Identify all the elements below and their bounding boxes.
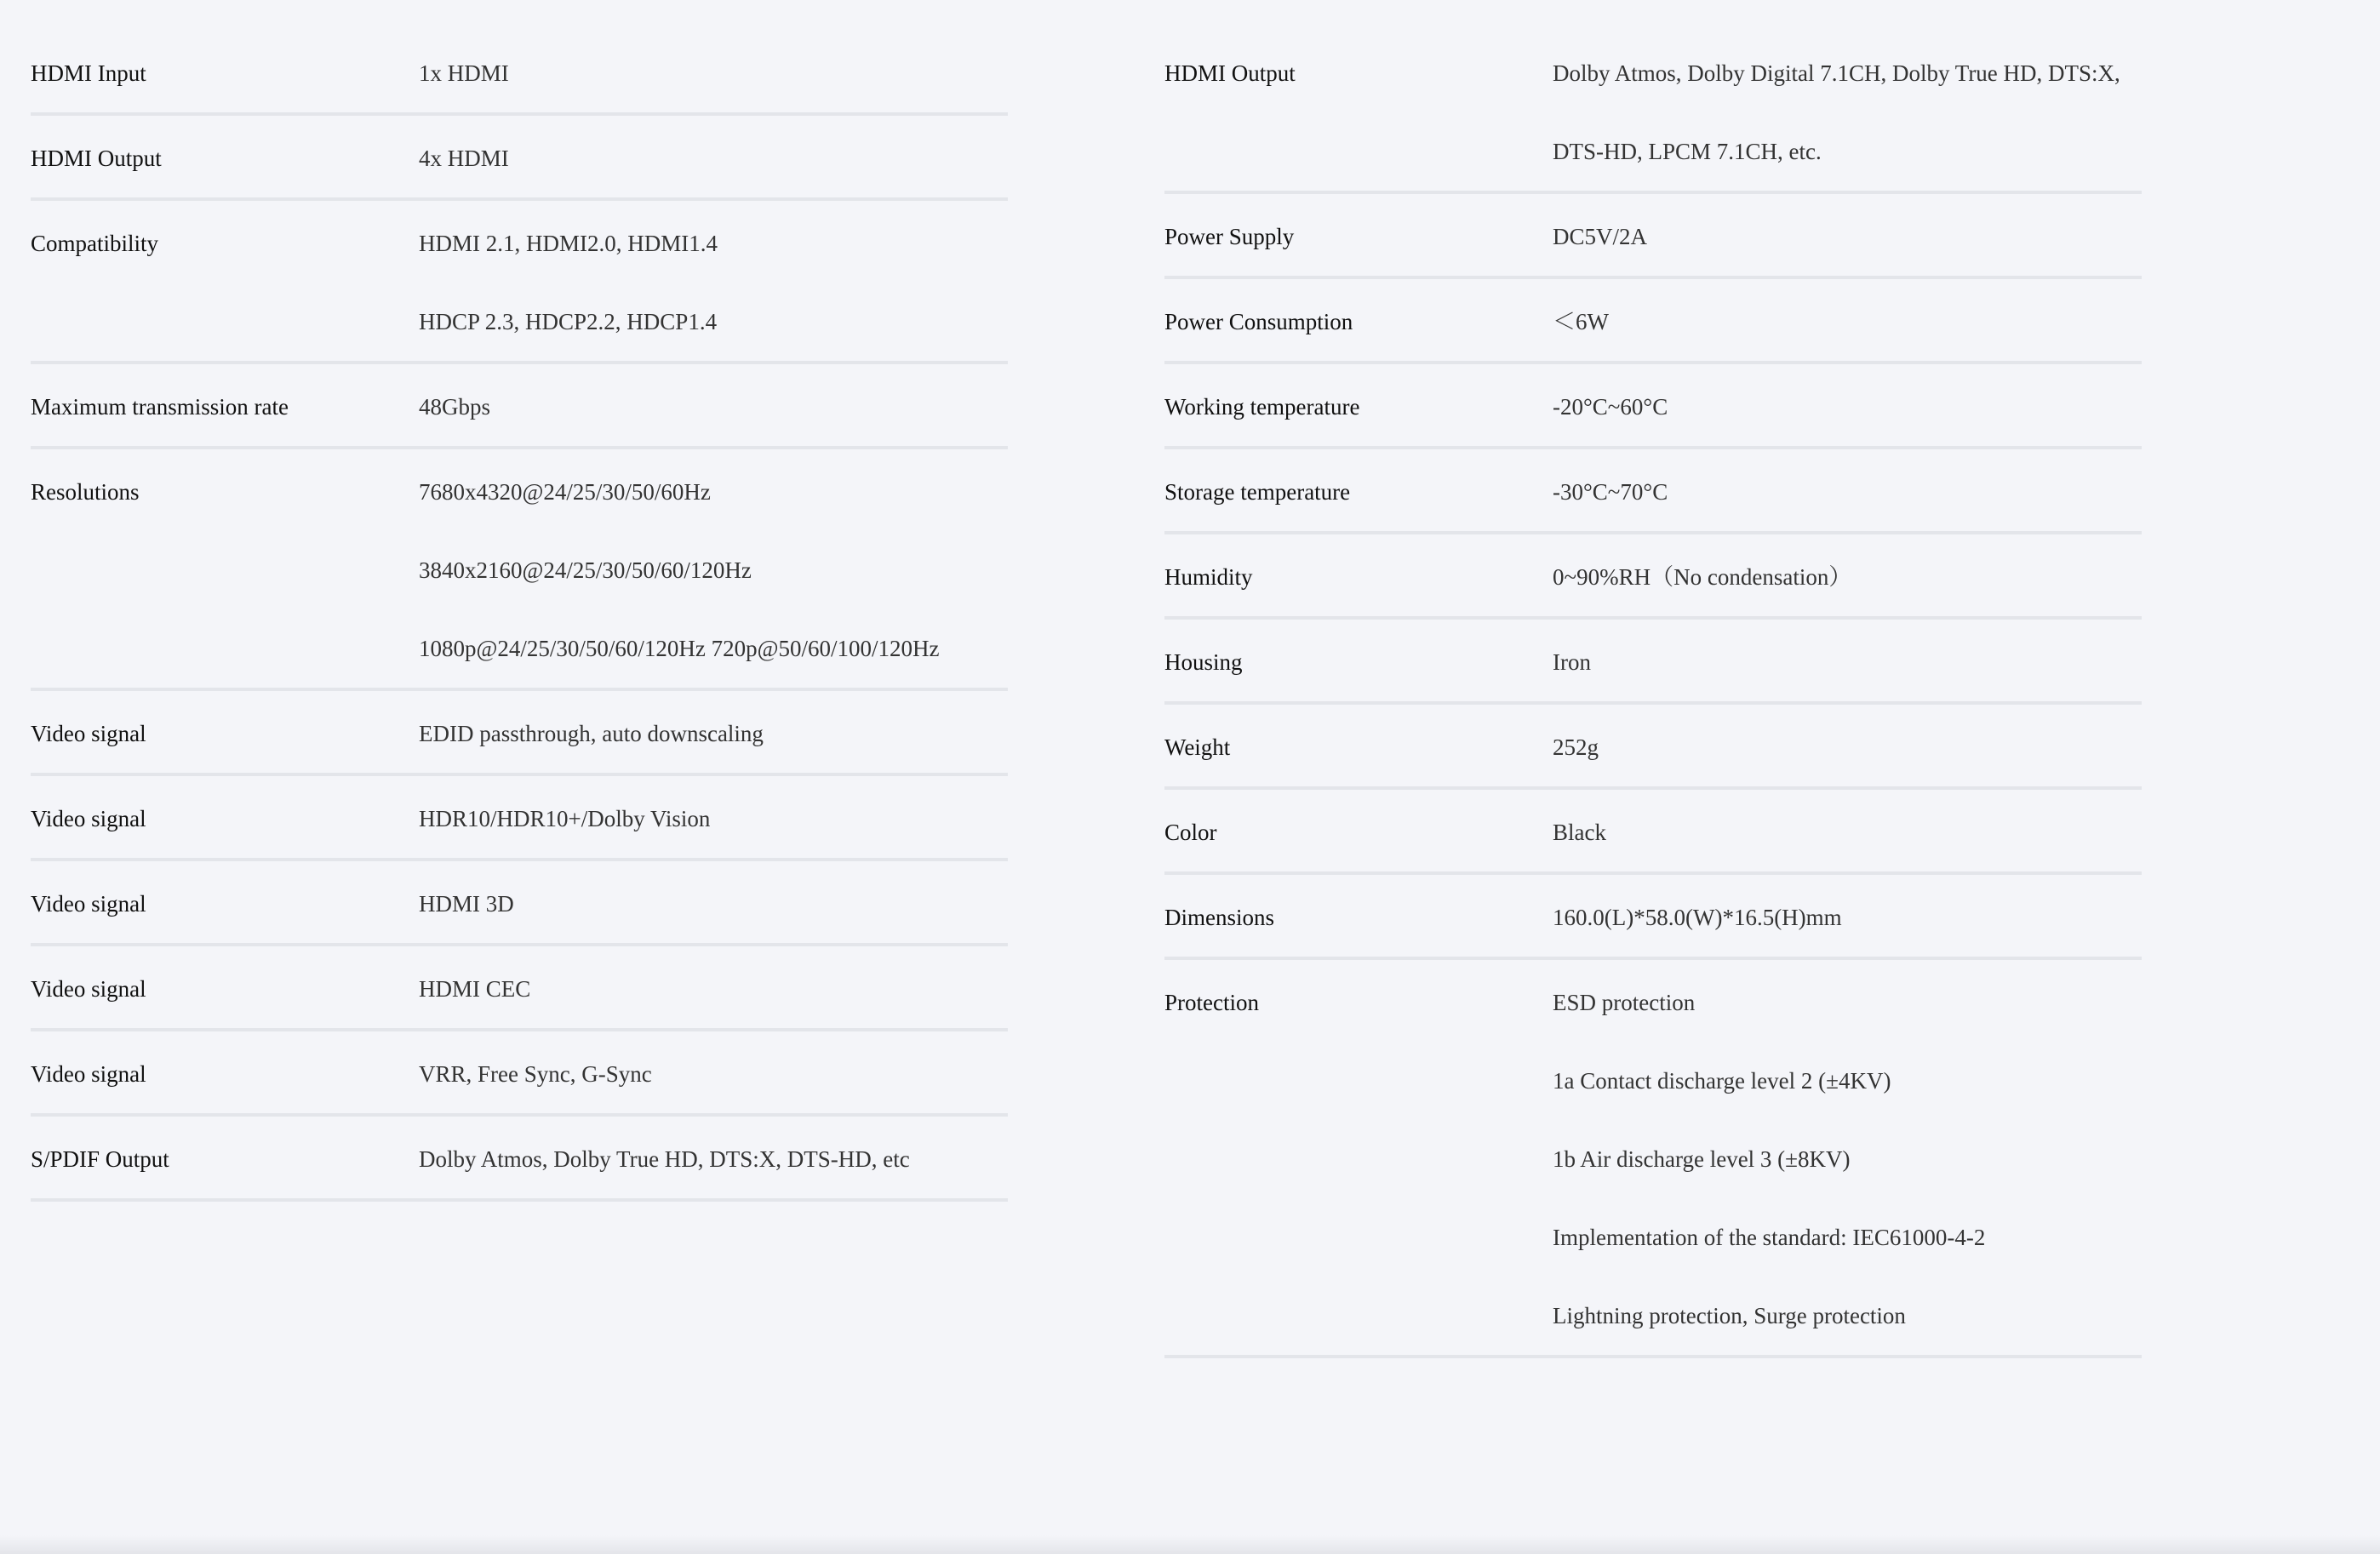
spec-row	[1164, 534, 2142, 620]
spec-label: Video signal	[31, 721, 146, 746]
spec-label: Working temperature	[1164, 394, 1360, 420]
spec-row	[1164, 279, 2142, 364]
spec-row	[1164, 620, 2142, 705]
spec-values	[1553, 390, 2142, 424]
spec-label: S/PDIF Output	[31, 1146, 169, 1172]
spec-row	[31, 946, 1008, 1031]
spec-value: Lightning protection, Surge protection	[1553, 1303, 1906, 1328]
spec-label: Video signal	[31, 806, 146, 831]
spec-row	[1164, 31, 2142, 194]
spec-value: HDMI CEC	[419, 976, 531, 1002]
spec-value: 48Gbps	[419, 394, 491, 420]
spec-values	[419, 56, 1008, 90]
spec-row	[1164, 875, 2142, 960]
spec-value: ESD protection	[1553, 990, 1696, 1015]
spec-values	[1553, 305, 2142, 339]
spec-value: DTS-HD, LPCM 7.1CH, etc.	[1553, 139, 1822, 164]
spec-row	[31, 201, 1008, 364]
spec-label: Compatibility	[31, 231, 159, 256]
spec-values	[419, 1142, 1008, 1176]
spec-value: Dolby Atmos, Dolby Digital 7.1CH, Dolby True HD, DTS:X,	[1553, 60, 2120, 86]
spec-label: Power Consumption	[1164, 309, 1353, 334]
spec-value: 0~90%RH（No condensation）	[1553, 564, 1852, 590]
spec-value: Dolby Atmos, Dolby True HD, DTS:X, DTS-HD, etc	[419, 1146, 910, 1172]
spec-label: Power Supply	[1164, 224, 1295, 249]
spec-row	[1164, 705, 2142, 790]
spec-values	[1553, 220, 2142, 254]
spec-values	[1553, 645, 2142, 679]
spec-table-left	[31, 31, 1008, 1202]
spec-value: 7680x4320@24/25/30/50/60Hz	[419, 479, 711, 505]
spec-value: HDMI 3D	[419, 891, 514, 917]
spec-row	[1164, 364, 2142, 449]
spec-row	[31, 776, 1008, 861]
spec-label: Color	[1164, 820, 1217, 845]
spec-values	[419, 802, 1008, 836]
spec-label: Protection	[1164, 990, 1259, 1015]
spec-value: -30°C~70°C	[1553, 479, 1668, 505]
spec-label: Video signal	[31, 1061, 146, 1087]
spec-value: 1a Contact discharge level 2 (±4KV)	[1553, 1068, 1891, 1094]
spec-values	[1553, 900, 2142, 934]
spec-row	[31, 364, 1008, 449]
spec-row	[31, 31, 1008, 116]
spec-row	[1164, 194, 2142, 279]
spec-row	[31, 1031, 1008, 1117]
spec-row	[1164, 960, 2142, 1358]
spec-label: HDMI Output	[1164, 60, 1296, 86]
spec-value: -20°C~60°C	[1553, 394, 1668, 420]
spec-row	[31, 1117, 1008, 1202]
spec-values	[1553, 56, 2142, 169]
spec-label: Housing	[1164, 649, 1243, 675]
spec-value: 160.0(L)*58.0(W)*16.5(H)mm	[1553, 905, 1842, 930]
spec-row	[31, 691, 1008, 776]
spec-values	[419, 141, 1008, 175]
spec-values	[419, 475, 1008, 666]
spec-values	[419, 1057, 1008, 1091]
spec-row	[1164, 449, 2142, 534]
spec-row	[31, 861, 1008, 946]
spec-label: Storage temperature	[1164, 479, 1351, 505]
spec-value: EDID passthrough, auto downscaling	[419, 721, 764, 746]
spec-label: Humidity	[1164, 564, 1253, 590]
spec-values	[419, 972, 1008, 1006]
spec-label: HDMI Output	[31, 146, 162, 171]
spec-values	[1553, 815, 2142, 849]
spec-value: 1x HDMI	[419, 60, 509, 86]
spec-value: HDR10/HDR10+/Dolby Vision	[419, 806, 711, 831]
spec-label: HDMI Input	[31, 60, 146, 86]
spec-values	[1553, 475, 2142, 509]
spec-label: Video signal	[31, 976, 146, 1002]
spec-value: VRR, Free Sync, G-Sync	[419, 1061, 652, 1087]
spec-value: 3840x2160@24/25/30/50/60/120Hz	[419, 557, 752, 583]
spec-value: DC5V/2A	[1553, 224, 1648, 249]
spec-values	[419, 226, 1008, 339]
spec-label: Dimensions	[1164, 905, 1275, 930]
spec-values	[1553, 560, 2142, 594]
spec-label: Resolutions	[31, 479, 140, 505]
spec-row	[31, 449, 1008, 691]
spec-row	[1164, 790, 2142, 875]
spec-value: 252g	[1553, 734, 1599, 760]
spec-value: HDMI 2.1, HDMI2.0, HDMI1.4	[419, 231, 718, 256]
spec-values	[1553, 730, 2142, 764]
spec-value: HDCP 2.3, HDCP2.2, HDCP1.4	[419, 309, 718, 334]
spec-value: Implementation of the standard: IEC61000-4-2	[1553, 1225, 1986, 1250]
spec-value: Black	[1553, 820, 1606, 845]
spec-label: Video signal	[31, 891, 146, 917]
spec-row	[31, 116, 1008, 201]
spec-values	[419, 717, 1008, 751]
spec-value: 1080p@24/25/30/50/60/120Hz 720p@50/60/100/120Hz	[419, 636, 940, 661]
spec-value: Iron	[1553, 649, 1591, 675]
spec-value: ＜6W	[1553, 309, 1609, 334]
spec-label: Weight	[1164, 734, 1231, 760]
spec-label: Maximum transmission rate	[31, 394, 289, 420]
bottom-shadow	[0, 1535, 2380, 1554]
spec-value: 4x HDMI	[419, 146, 509, 171]
spec-values	[419, 887, 1008, 921]
spec-table-right	[1164, 31, 2142, 1358]
spec-values	[1553, 986, 2142, 1333]
spec-values	[419, 390, 1008, 424]
spec-value: 1b Air discharge level 3 (±8KV)	[1553, 1146, 1851, 1172]
